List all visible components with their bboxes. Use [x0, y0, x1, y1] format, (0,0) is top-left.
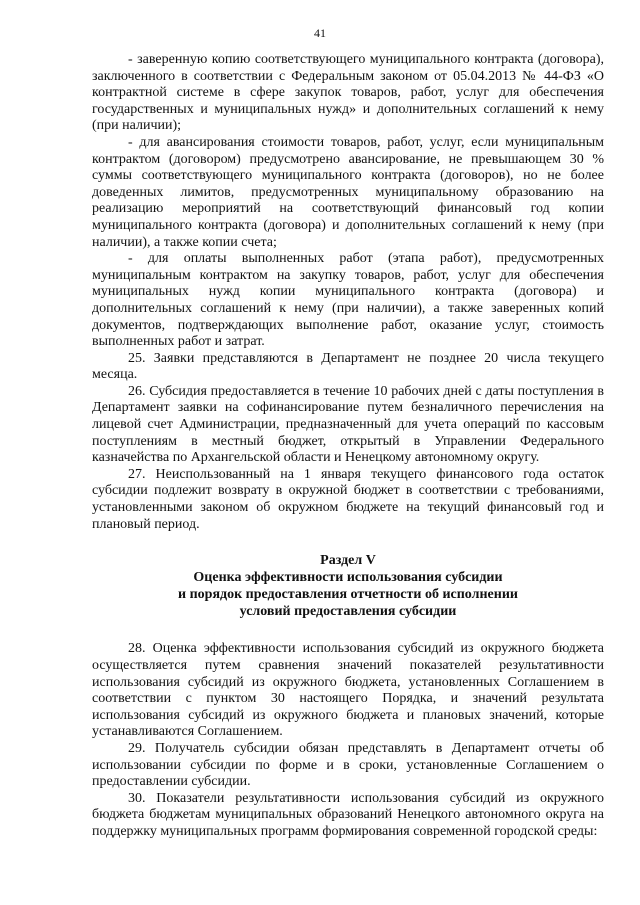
section-subtitle-line: условий предоставления субсидии	[239, 603, 457, 619]
paragraph-contract-copy: - заверенную копию соответствующего муниципального контракта (договора), заключенного в соответствии с Федеральным законом от 05.04.2013 № 44-ФЗ «О контрактной системе в сфере закупок товаров, работ, услуг для обеспечения государственных и муниципальных нужд» и дополнительных соглашений к нему (при наличии);	[92, 52, 604, 134]
paragraph-29: 29. Получатель субсидии обязан представлять в Департамент отчеты об использовании субсидии по форме и в сроки, установленные Соглашением о предоставлении субсидии.	[92, 740, 604, 790]
section-subtitle-line: и порядок предоставления отчетности об исполнении	[178, 586, 518, 602]
section-header	[92, 553, 604, 620]
paragraph-25: 25. Заявки представляются в Департамент не позднее 20 числа текущего месяца.	[92, 350, 604, 383]
paragraph-30: 30. Показатели результативности использования субсидий из окружного бюджета бюджетам муниципальных образований Ненецкого автономного округа на поддержку муниципальных программ формирования современной городской среды:	[92, 790, 604, 839]
paragraph-26: 26. Субсидия предоставляется в течение 10 рабочих дней с даты поступления в Департамент заявки на софинансирование путем безналичного перечисления на лицевой счет Администрации, предназначенный для учета операций по кассовым поступлениям в местный бюджет, открытый в Управлении Федерального казначейства по Архангельской области и Ненецкому автономному округу.	[92, 383, 604, 466]
paragraph-completed-works: - для оплаты выполненных работ (этапа работ), предусмотренных муниципальным контрактом на закупку товаров, работ, услуг для обеспечения муниципальных нужд копии муниципального контракта (договора) и дополнительных соглашений к нему (при наличии), а также заверенных копий документов, подтверждающих выполнение работ, оказание услуг, стоимость выполненных работ и затрат.	[92, 251, 604, 350]
paragraph-27: 27. Неиспользованный на 1 января текущего финансового года остаток субсидии подлежит возврату в окружной бюджет в соответствии с требованиями, установленными законом об окружном бюджете на текущий финансовый год и плановый период.	[92, 466, 604, 532]
section-title: Раздел V	[320, 553, 376, 569]
paragraph-28: 28. Оценка эффективности использования субсидий из окружного бюджета осуществляется путем сравнения значений показателей результативности использования субсидий из окружного бюджета, установленных Соглашением в соответствии с пунктом 30 настоящего Порядка, и значений результата использования субсидий из окружного бюджета и плановых значений, которые устанавливаются Соглашением.	[92, 641, 604, 740]
page-number: 41	[314, 26, 326, 40]
paragraph-advance-payment: - для авансирования стоимости товаров, работ, услуг, если муниципальным контрактом (договором) предусмотрено авансирование, не превышающем 30 % суммы соответствующего муниципального контракта (договоров), но не более доведенных лимитов, предусмотренных муниципальному образованию на реализацию мероприятий на соответствующий финансовый год копии муниципального контракта (договора) и дополнительных соглашений к нему (при наличии), а также копии счета;	[92, 134, 604, 250]
section-subtitle-line: Оценка эффективности использования субсидии	[193, 570, 503, 586]
document-body	[92, 52, 604, 841]
